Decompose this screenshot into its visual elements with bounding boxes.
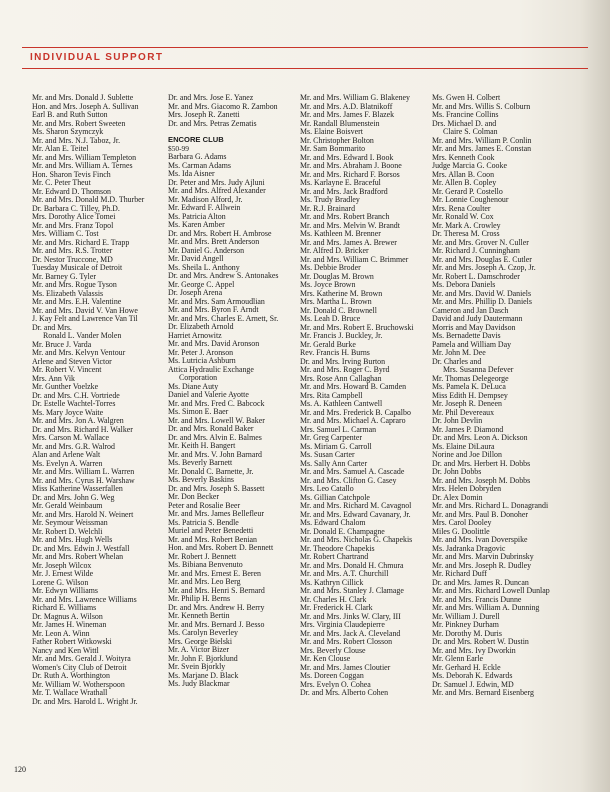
donor-name: Dr. John Devlin [432, 416, 483, 425]
donor-name: Arlene and Steven Victor [32, 356, 112, 366]
donor-name: Muriel and Peter Benedetti [168, 526, 254, 535]
donor-name: Mr. Francis J. Buckley, Jr. [300, 331, 383, 340]
donor-name: Mrs. Helen Dobryden [432, 484, 502, 493]
donor-name: Ms. Joyce Brown [300, 280, 356, 289]
donor-name: Mrs. Virginia Claudepierre [300, 620, 385, 629]
donor-name: Hon. Sharon Tevis Finch [32, 169, 111, 179]
donor-name: Mr. and Mrs. Hugh Wells [32, 535, 113, 544]
donor-name: Miss Edith H. Dempsey [432, 390, 508, 400]
donor-name: Ms. Judy Blackmar [168, 679, 230, 688]
donor-name: Mr. and Mrs. Bernard J. Besso [168, 619, 265, 629]
donor-name: Alan and Arlene Walt [32, 450, 101, 459]
donor-name: Ms. Gillian Catchpole [300, 492, 370, 502]
donor-name: Mrs. Carol Dooley [432, 518, 492, 527]
donor-name: Mr. and Mrs. Joseph M. Dobbs [432, 475, 531, 485]
donor-name: Rev. Francis H. Burns [300, 348, 370, 357]
donor-name: Dr. and Mrs. Andrew H. Berry [168, 602, 265, 612]
donor-name: Mr. and Mrs. James Bellefleur [168, 509, 264, 518]
donor-name: Dr. Magnus A. Wilson [32, 611, 103, 621]
donor-name: Dr. and Mrs. Andrew S. Antonakes [168, 271, 279, 280]
donor-name: Mr. and Mrs. Rogue Tyson [32, 280, 117, 289]
donor-name: Mr. and Mrs. G.R. Walrod [32, 441, 115, 451]
donor-name: Mr. and Mrs. Donald J. Sublette [32, 93, 134, 102]
donor-name: Ms. Marjane D. Black [168, 670, 239, 680]
donor-name: Ms. Ida Aisner [168, 169, 215, 178]
donor-name: Dr. Charles and [432, 356, 482, 366]
donor-name: Mr. and Mrs. Frederick B. Capalbo [300, 407, 411, 417]
donor-name: Mr. Richard Duff [432, 569, 487, 578]
donor-name: Mr. and Mrs. Grover N. Culler [432, 237, 529, 247]
donor-name: Harriet Arnowitz [168, 330, 222, 340]
donor-column-4 [432, 94, 550, 698]
donor-name: Mrs. Allan B. Coon [432, 169, 495, 179]
donor-name: Mr. George C. Appel [168, 279, 235, 289]
donor-name: Mr. and Mrs. Henri S. Bernard [168, 585, 265, 595]
donor-name: Mr. and Mrs. Edward I. Book [300, 152, 394, 162]
donor-name: Ms. Jadranka Dragovic [432, 543, 506, 553]
donor-name: Attica Hydraulic Exchange [168, 364, 254, 374]
donor-name: Mr. Donald E. Champagne [300, 526, 385, 536]
donor-name: Dr. and Mrs. Robert H. Ambrose [168, 228, 272, 238]
donor-name: Dr. and Mrs. Herbert H. Dobbs [432, 458, 531, 468]
donor-name: Mr. and Mrs. Jinks W. Clary, III [300, 611, 401, 621]
donor-name: Barbara G. Adams [168, 152, 227, 161]
donor-name: Dr. Joseph Arena [168, 288, 223, 297]
donor-name: Mrs. Carson M. Wallace [32, 433, 110, 442]
donor-column-2 [168, 94, 278, 689]
donor-name: Mr. Kenneth Bertin [168, 611, 230, 620]
donor-column-1 [32, 94, 144, 706]
donor-name: Mr. T. Wallace Wrathall [32, 688, 108, 697]
donor-name: Ms. Francine Collins [432, 110, 499, 119]
donor-name: Ms. Simon E. Baer [168, 407, 229, 416]
donor-name: Mrs. Martha L. Brown [300, 297, 372, 306]
donor-name: Mr. and Mrs. Robert Benian [168, 534, 257, 544]
donor-name: Cameron and Jan Dasch [432, 305, 509, 315]
donor-name: Dr. and Mrs. Joseph S. Bassett [168, 483, 265, 493]
donor-name: Mr. and Mrs. Richard L. Donagrandi [432, 501, 549, 510]
donor-name: Mr. Douglas M. Brown [300, 271, 374, 281]
donor-name: Mr. and Mrs. Roger C. Byrd [300, 365, 390, 374]
donor-name-continuation: Claire S. Colman [443, 127, 498, 136]
donor-name: Mr. and Mrs. Richard Lowell Dunlap [432, 586, 550, 595]
donor-name: Mr. Phil Devereaux [432, 407, 495, 417]
donor-name: Ms. Elizabeth Valassis [32, 288, 104, 298]
donor-name: Mr. and Mrs. Byron F. Arndt [168, 305, 259, 314]
donor-name: Mr. Gerald Weinbaum [32, 501, 103, 510]
donor-name: Ms. Edward Chalom [300, 518, 366, 527]
donor-name: Ms. Beverly Baskins [168, 475, 234, 484]
donor-name: J. Kay Felt and Lawrence Van Til [32, 314, 138, 323]
donor-name: Mr. and Mrs. Joseph A. Czop, Jr. [432, 263, 536, 272]
donor-name: Mr. Theodore Chapekis [300, 543, 375, 553]
donor-name: Dr. and Mrs. Ronald Baker [168, 424, 254, 433]
donor-name: Mr. A. Victor Bizer [168, 645, 229, 654]
donor-name: Hon. and Mrs. Joseph A. Sullivan [32, 101, 139, 111]
donor-name: Ms. Carolyn Beverley [168, 628, 238, 637]
donor-name: Mr. and Mrs. William A. Dunning [432, 603, 540, 612]
donor-name: Mr. Philip H. Berns [168, 594, 231, 603]
donor-name: Dr. John Dobbs [432, 467, 482, 476]
donor-name: Mr. James H. Wineman [32, 620, 107, 629]
donor-name: Mr. C. Peter Theut [32, 178, 91, 187]
donor-name: Lorene G. Wilson [32, 577, 89, 587]
donor-name: Mr. and Mrs. David V. Van Howe [32, 305, 138, 315]
donor-name: Mrs. Rose Ann Callaghan [300, 373, 382, 383]
donor-name: Mr. Edwyn Williams [32, 586, 98, 595]
donor-name: Mr. and Mrs. James F. Blazek [300, 110, 395, 119]
donor-name: Dr. Alex Domin [432, 492, 483, 502]
donor-name: Mr. Gerard P. Costello [432, 186, 503, 196]
donor-name: Mr. and Mrs. Clifton G. Casey [300, 475, 397, 485]
donor-name: Ms. Deborah K. Edwards [432, 671, 513, 680]
donor-name: Dr. Theresa M. Cross [432, 229, 500, 238]
donor-name: Mr. and Mrs. Robert Branch [300, 212, 390, 221]
donor-name: Dr. and Mrs. Edwin J. Westfall [32, 543, 130, 553]
donor-name: Mr. and Mrs. Fred C. Babcock [168, 398, 265, 408]
donor-name: Ms. Karen Amber [168, 220, 225, 229]
donor-name: Mr. and Mrs. Giacomo R. Zambon [168, 101, 278, 111]
top-divider [22, 47, 588, 48]
donor-name: Mr. and Mrs. William A. Ternes [32, 161, 133, 170]
donor-name: Mr. and Mrs. William Templeton [32, 152, 137, 162]
donor-name: Mr. and Mrs. Ivy Dworkin [432, 645, 516, 655]
donor-name: Morris and May Davidson [432, 322, 516, 332]
donor-name: Mr. Gunther Voelzke [32, 382, 99, 391]
donor-name: Mr. David Angell [168, 254, 224, 263]
donor-name: Ms. Carman Adams [168, 160, 231, 170]
donor-name: Ms. Debora Daniels [432, 280, 496, 289]
donor-name: Ms. Sharon Szymczyk [32, 127, 104, 136]
donor-name: Dr. and Mrs. Jose E. Yanez [168, 93, 254, 102]
donor-name: Hon. and Mrs. Robert D. Bennett [168, 543, 274, 552]
donor-name: Dr. Nestor Truccone, MD [32, 254, 113, 264]
donor-name: Mr. and Mrs. William L. Warren [32, 467, 135, 476]
donor-name: Ms. Gwen H. Colbert [432, 93, 501, 102]
donor-name: Mr. and Mrs. Brett Anderson [168, 237, 260, 246]
donor-name: Mr. Richard J. Cunningham [432, 246, 520, 255]
donor-name: Pamela and William Day [432, 339, 512, 349]
donor-name: Mr. William J. Durell [432, 611, 500, 621]
donor-name: Mrs. Dorothy Alice Tomei [32, 212, 116, 221]
donor-name: Mr. Robert Chartrand [300, 552, 369, 561]
donor-name: Mr. James P. Diamond [432, 424, 504, 434]
donor-name: Mr. and Mrs. Samuel A. Cascade [300, 467, 405, 476]
donor-name: Mr. and Mrs. Gerald J. Woityra [32, 654, 131, 663]
donor-name: Mrs. William C. Tost [32, 229, 99, 238]
donor-name: Dr. and Mrs. Harold L. Wright Jr. [32, 696, 138, 706]
donor-name: Mr. Gerald Burke [300, 339, 356, 349]
donor-name: Ms. Lutricia Ashburn [168, 356, 236, 365]
donor-name: Mr. and Mrs. A.D. Blatnikoff [300, 101, 393, 111]
donor-name: Mrs. Evelyn O. Cohea [300, 679, 371, 689]
donor-name: Mr. John M. Dee [432, 348, 486, 357]
donor-name: Mr. and Mrs. Robert Sweeten [32, 118, 126, 128]
donor-name: Ms. A. Kathleen Cantwell [300, 399, 383, 408]
donor-name: Dr. and Mrs. Irving Burton [300, 356, 386, 366]
donor-name: Mr. Robert L. Damschroder [432, 271, 520, 281]
donor-name: Mr. and Mrs. James Cloutier [300, 662, 391, 672]
donor-name: Mr. and Mrs. Michael A. Capraro [300, 416, 406, 425]
donor-name: Mr. and Mrs. Douglas E. Cutler [432, 254, 532, 264]
donor-name: Mrs. Samuel L. Carman [300, 424, 377, 434]
donor-name: Mr. Robert D. Welchli [32, 526, 103, 536]
donor-name: Mr. and Mrs. Jack Bradford [300, 186, 388, 196]
donor-name: Drs. Michael D. and [432, 118, 497, 128]
donor-name: Ms. Patricia S. Bendle [168, 517, 239, 527]
donor-name: Mr. and Mrs. Cyrus H. Warshaw [32, 475, 135, 485]
donor-name: Mr. Edward D. Thomson [32, 186, 111, 196]
donor-name: Mr. and Mrs. Howard B. Camden [300, 382, 407, 391]
donor-name: Mr. Leon A. Winn [32, 628, 90, 638]
donor-name: Dr. and Mrs. Robert W. Dustin [432, 637, 529, 646]
donor-name: Mr. Joseph R. Deneen [432, 399, 502, 408]
giving-level-range: $50-99 [168, 143, 189, 153]
donor-name: Ms. Miriam G. Carroll [300, 441, 372, 451]
donor-name: Mr. and Mrs. Paul B. Donoher [432, 509, 528, 519]
donor-name: Richard E. Williams [32, 603, 97, 612]
donor-name: Dr. and Mrs. Petras Zematis [168, 118, 257, 128]
donor-name: Ms. Patricia Alton [168, 211, 226, 221]
donor-name: Ms. Bernadette Davis [432, 331, 501, 340]
donor-name: Mr. and Mrs. Joseph R. Dudley [432, 560, 532, 570]
donor-name: Nancy and Ken Wittl [32, 645, 99, 655]
donor-name: Ms. Kathryn Cillick [300, 577, 364, 587]
donor-name: Mr. and Mrs. Ivan Doverspike [432, 535, 528, 544]
donor-name: Mr. and Mrs. Alfred Alexander [168, 186, 266, 195]
donor-name: Ms. Elaine DiLaura [432, 441, 495, 451]
donor-name: Dr. and Mrs. John G. Weg [32, 492, 115, 502]
donor-name: Mr. Charles H. Clark [300, 594, 367, 604]
donor-name: Ms. Beverly Barnett [168, 458, 233, 467]
donor-name: Mr. Madison Alford, Jr. [168, 194, 243, 204]
donor-name: Tuesday Musicale of Detroit [32, 263, 123, 272]
donor-name: Mr. Robert V. Vincent [32, 365, 102, 374]
donor-name: Mrs. Leo Catallo [300, 484, 354, 493]
donor-name: Mr. Dorothy M. Duris [432, 628, 502, 638]
donor-name: David and Judy Dautermann [432, 314, 523, 323]
donor-name: Mr. Christopher Bolton [300, 135, 374, 145]
donor-name: Mr. Edward F. Allwein [168, 203, 241, 212]
donor-name: Mr. and Mrs. Robert Whelan [32, 552, 124, 561]
donor-name: Dr. and Mrs. Leon A. Dickson [432, 433, 528, 442]
donor-name: Mr. Randall Blumenstein [300, 118, 380, 128]
donor-name: Mr. and Mrs. William G. Blakeney [300, 93, 410, 102]
donor-name: Norine and Joe Dillon [432, 450, 502, 459]
donor-name-continuation: Ronald L. Vander Molen [43, 331, 122, 340]
donor-name: Ms. Leah D. Bruce [300, 314, 361, 323]
donor-name-continuation: Corporation [179, 373, 218, 382]
donor-name: Mr. and Mrs. James A. Brewer [300, 237, 397, 247]
donor-name: Mr. Bruce J. Varda [32, 339, 92, 349]
donor-name: Mr. and Mrs. Richard E. Trapp [32, 237, 130, 247]
donor-name: Mr. and Mrs. Jon A. Walgren [32, 416, 124, 425]
donor-name: Mrs. Ann Vik [32, 373, 76, 383]
donor-name: Peter and Rosalie Beer [168, 500, 241, 510]
donor-name: Dr. Samuel J. Edwin, MD [432, 679, 514, 689]
donor-name: Ms. Doreen Coggan [300, 671, 364, 680]
donor-name: Mr. and Mrs. E.H. Valentine [32, 297, 122, 306]
donor-name: Ms. Susan Carter [300, 450, 355, 459]
donor-name: Mr. Pinkney Durham [432, 620, 499, 629]
donor-name: Mr. and Mrs. William P. Conlin [432, 135, 532, 145]
donor-name: Mr. and Mrs. Edward Cavanary, Jr. [300, 509, 411, 519]
donor-name: Mr. Allen B. Copley [432, 178, 497, 187]
donor-name: Mrs. Rita Campbell [300, 390, 363, 400]
donor-name: Ms. Debbie Broder [300, 263, 361, 272]
donor-name: Mr. Thomas Delegeorge [432, 373, 509, 383]
donor-name: Mr. and Mrs. William C. Brimmer [300, 254, 409, 264]
donor-name: Dr. and Mrs. Alberto Cohen [300, 688, 389, 697]
donor-name: Dr. and Mrs. Alvin E. Balmes [168, 432, 262, 442]
donor-name: Mr. and Mrs. Stanley J. Clamage [300, 586, 404, 595]
donor-name: Mr. J. Ernest Wilde [32, 569, 94, 578]
donor-name: Mr. and Mrs. Marvin Dubrinsky [432, 552, 534, 561]
donor-name: Mr. and Mrs. Abraham J. Boone [300, 161, 402, 170]
donor-name: Mr. Sam Bommarito [300, 144, 366, 153]
donor-name: Mr. Robert J. Bennett [168, 551, 237, 561]
donor-name: Mr. and Mrs. N.J. Taboz, Jr. [32, 135, 121, 145]
donor-name: Mr. and Mrs. David Aronson [168, 339, 260, 348]
donor-name: Ms. Diane Auty [168, 381, 219, 391]
donor-name: Mr. Mark A. Crowley [432, 220, 501, 230]
donor-name: Ms. Kathleen M. Brenner [300, 229, 381, 238]
donor-column-3 [300, 94, 414, 698]
donor-name: Mr. and Mrs. Sam Armoudlian [168, 296, 265, 306]
title-divider [22, 68, 588, 69]
donor-name-continuation: Mrs. Susanna Defever [443, 365, 514, 374]
giving-level-heading: ENCORE CLUB [168, 135, 224, 144]
donor-name: Dr. Peter and Mrs. Judy Ajluni [168, 177, 265, 187]
section-title: INDIVIDUAL SUPPORT [30, 52, 164, 63]
donor-name: Mr. and Mrs. R.S. Trotter [32, 246, 113, 255]
donor-name: Daniel and Valerie Ayotte [168, 390, 249, 399]
donor-name: Mr. John F. Bjorklund [168, 653, 238, 663]
donor-name: Judge Marcia G. Cooke [432, 161, 507, 170]
donor-name: Mr. and Mrs. Franz Topol [32, 220, 114, 230]
donor-name: Mr. and Mrs. Harold N. Weinert [32, 509, 134, 519]
donor-name: Mr. Joseph Wilcox [32, 560, 92, 570]
donor-name: Mr. and Mrs. Ernest E. Beren [168, 568, 261, 578]
donor-name: Mr. and Mrs. V. John Barnard [168, 449, 262, 459]
donor-name: Dr. and Mrs. [32, 322, 72, 332]
donor-name: Mr. and Mrs. Lowell W. Baker [168, 415, 265, 425]
donor-name: Ms. Mary Joyce Waite [32, 407, 104, 417]
donor-name: Mr. and Mrs. Nicholas G. Chapekis [300, 535, 413, 544]
donor-name: Mr. and Mrs. David W. Daniels [432, 288, 532, 298]
donor-name: Ms. Karlayne E. Braceful [300, 178, 381, 187]
donor-name: Dr. Ruth A. Worthington [32, 671, 110, 680]
donor-name: Mr. and Mrs. Richard F. Borsos [300, 169, 400, 179]
donor-name: Ms. Elaine Boisvert [300, 127, 363, 136]
donor-name: Mr. and Mrs. Kelvyn Ventour [32, 348, 126, 357]
donor-name: Mr. and Mrs. Robert Closson [300, 637, 393, 646]
donor-name: Mr. Peter J. Aronson [168, 347, 234, 357]
donor-name: Mr. and Mrs. Bernard Eisenberg [432, 688, 534, 697]
donor-name: Mrs. Rena Coulter [432, 203, 491, 213]
donor-name: Father Robert Witkowski [32, 637, 112, 646]
donor-name: Mrs. Beverly Clouse [300, 645, 366, 655]
donor-name: Dr. Estelle Wachtel-Torres [32, 399, 116, 408]
donor-name: Mr. Donald C. Brownell [300, 305, 377, 315]
donor-name: Mr. and Mrs. Lawrence Williams [32, 594, 137, 604]
donor-name: Mr. and Mrs. Phillip D. Daniels [432, 297, 532, 306]
donor-name: Mr. and Mrs. Jack A. Cleveland [300, 628, 401, 638]
donor-name: Mr. Frederick H. Clark [300, 603, 373, 612]
donor-name: Ms. Bibiana Benvenuto [168, 560, 243, 569]
donor-name: Mr. Glenn Earle [432, 654, 484, 663]
page-number: 120 [14, 765, 26, 774]
donor-name: Dr. Barbara C. Tilley, Ph.D. [32, 203, 120, 213]
donor-name: Mr. Alan E. Teitel [32, 144, 89, 153]
donor-name: Miles G. Doolittle [432, 526, 490, 536]
donor-name: Mr. and Mrs. Melvin W. Brandt [300, 220, 400, 230]
donor-name: Mr. and Mrs. Donald H. Chmura [300, 560, 404, 570]
donor-name: Mr. Ronald W. Cox [432, 212, 494, 221]
donor-name: Mr. Daniel G. Anderson [168, 245, 245, 255]
donor-name: Mr. and Mrs. Francis Dunne [432, 594, 522, 604]
donor-name: Mr. Keith H. Bangert [168, 441, 236, 450]
donor-name: Mr. Don Becker [168, 492, 220, 501]
donor-name: Mr. and Mrs. Willis S. Colburn [432, 101, 531, 111]
donor-name: Dr. and Mrs. James R. Duncan [432, 577, 529, 587]
donor-name: Ms. Sheila L. Anthony [168, 262, 240, 272]
donor-name: Mr. William W. Wotherspoon [32, 679, 125, 689]
donor-name: Mr. and Mrs. A.T. Churchill [300, 569, 389, 578]
donor-name: Mrs. Katherine M. Brown [300, 288, 383, 298]
donor-name: Mrs. Kenneth Cook [432, 152, 495, 162]
donor-name: Women's City Club of Detroit [32, 662, 127, 672]
donor-name: Ms. Pamela K. DeLuca [432, 382, 506, 391]
donor-name: Dr. and Mrs. Richard H. Walker [32, 424, 133, 434]
donor-name: Ms. Sally Ann Carter [300, 458, 368, 468]
donor-name: Mr. R.J. Brainard [300, 203, 356, 213]
donor-name: Ms. Trudy Bradley [300, 195, 360, 204]
donor-name: Dr. Elizabeth Arnold [168, 322, 234, 331]
donor-name: Mr. and Mrs. Charles E. Arnett, Sr. [168, 313, 279, 323]
donor-name: Earl B. and Ruth Sutton [32, 110, 108, 119]
donor-name: Mr. and Mrs. Donald M.D. Thurber [32, 195, 145, 204]
donor-name: Mrs. Joseph R. Zanetti [168, 110, 240, 119]
donor-name: Mr. and Mrs. James E. Constan [432, 144, 532, 153]
donor-name: Mr. and Mrs. Leo Berg [168, 577, 241, 586]
donor-name: Miss Katherine Wasserfallen [32, 484, 123, 493]
donor-name: Mr. Ken Clouse [300, 654, 351, 663]
donor-name: Mrs. George Bielski [168, 636, 233, 646]
donor-name: Mr. Alfred D. Bricker [300, 246, 369, 255]
donor-name: Mr. Donald C. Barnette, Jr. [168, 466, 254, 476]
donor-name: Dr. and Mrs. C.H. Vortriede [32, 390, 120, 400]
donor-name: Mr. and Mrs. Robert E. Bruchowski [300, 322, 414, 332]
donor-name: Mr. Svein Bjorkly [168, 662, 226, 671]
donor-name: Mr. Lonnie Coughenour [432, 195, 509, 204]
donor-name: Ms. Evelyn A. Warren [32, 458, 103, 468]
donor-name: Mr. Gerhard H. Eckle [432, 662, 501, 672]
donor-name: Mr. Seymour Weissman [32, 518, 108, 527]
donor-name: Mr. and Mrs. Richard M. Cavagnol [300, 501, 412, 510]
donor-name: Mr. Barney G. Tyler [32, 271, 96, 281]
donor-name: Mr. Greg Carpenter [300, 433, 363, 442]
